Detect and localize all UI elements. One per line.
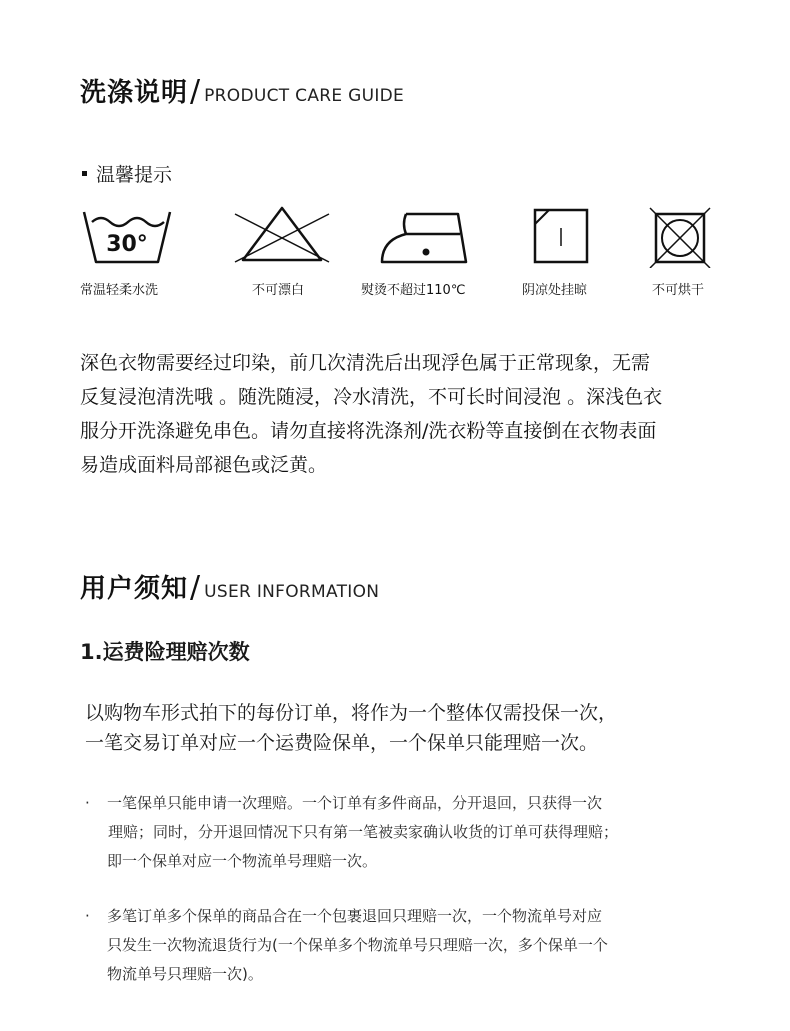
care-title-zh: 洗涤说明: [80, 78, 189, 108]
note-line: 即一个保单对应一个物流单号理赔一次。: [107, 852, 378, 870]
note-bullet: ·: [85, 907, 90, 925]
insurance-note: [85, 902, 725, 989]
user-info-title-zh: 用户须知: [80, 574, 189, 604]
user-info-title-en: USER INFORMATION: [204, 582, 380, 602]
care-paragraph: [80, 346, 740, 482]
title-slash: /: [190, 570, 201, 605]
note-line: 物流单号只理赔一次)。: [107, 965, 263, 983]
care-paragraph-line: 服分开洗涤避免串色。请勿直接将洗涤剂/洗衣粉等直接倒在衣物表面: [80, 420, 657, 442]
care-paragraph-line: 深色衣物需要经过印染，前几次清洗后出现浮色属于正常现象，无需: [80, 352, 651, 374]
note-line: 多笔订单多个保单的商品合在一个包裹退回只理赔一次，一个物流单号对应: [107, 907, 603, 925]
shade-hang-dry-icon: [532, 204, 592, 268]
wash-30-icon: [82, 204, 174, 268]
no-bleach-icon: [233, 204, 331, 268]
insurance-note: [85, 789, 725, 876]
care-tip-text: 温馨提示: [96, 164, 173, 186]
iron-low-label: 熨烫不超过110℃: [361, 283, 466, 298]
title-slash: /: [190, 74, 201, 109]
shade-hang-dry-label: 阴凉处挂晾: [522, 283, 588, 298]
user-info-section-title: [80, 568, 379, 605]
note-line: 只发生一次物流退货行为(一个保单多个物流单号只理赔一次，多个保单一个: [107, 936, 608, 954]
insurance-intro-line: 一笔交易订单对应一个运费险保单，一个保单只能理赔一次。: [85, 732, 599, 754]
square-bullet-icon: [82, 171, 87, 176]
wash-temp-label: 30°: [106, 232, 148, 257]
wash-30-label: 常温轻柔水洗: [80, 283, 159, 298]
no-tumble-dry-label: 不可烘干: [652, 283, 705, 298]
care-section-title: [80, 72, 404, 109]
insurance-intro: [85, 698, 725, 758]
note-bullet: ·: [85, 794, 90, 812]
care-tip-heading: [82, 160, 172, 187]
care-title-en: PRODUCT CARE GUIDE: [204, 86, 405, 106]
insurance-intro-line: 以购物车形式拍下的每份订单，将作为一个整体仅需投保一次，: [85, 702, 618, 724]
insurance-claims-subtitle: 1.运费险理赔次数: [80, 640, 250, 664]
iron-low-icon: [380, 204, 472, 268]
no-tumble-dry-icon: [648, 204, 712, 268]
note-line: 一笔保单只能申请一次理赔。一个订单有多件商品，分开退回，只获得一次: [107, 794, 603, 812]
care-paragraph-line: 易造成面料局部褪色或泛黄。: [80, 454, 328, 476]
no-bleach-label: 不可漂白: [252, 283, 305, 298]
note-line: 理赔；同时，分开退回情况下只有第一笔被卖家确认收货的订单可获得理赔；: [108, 823, 619, 841]
care-paragraph-line: 反复浸泡清洗哦 。随洗随浸，冷水清洗，不可长时间浸泡 。深浅色衣: [80, 386, 663, 408]
